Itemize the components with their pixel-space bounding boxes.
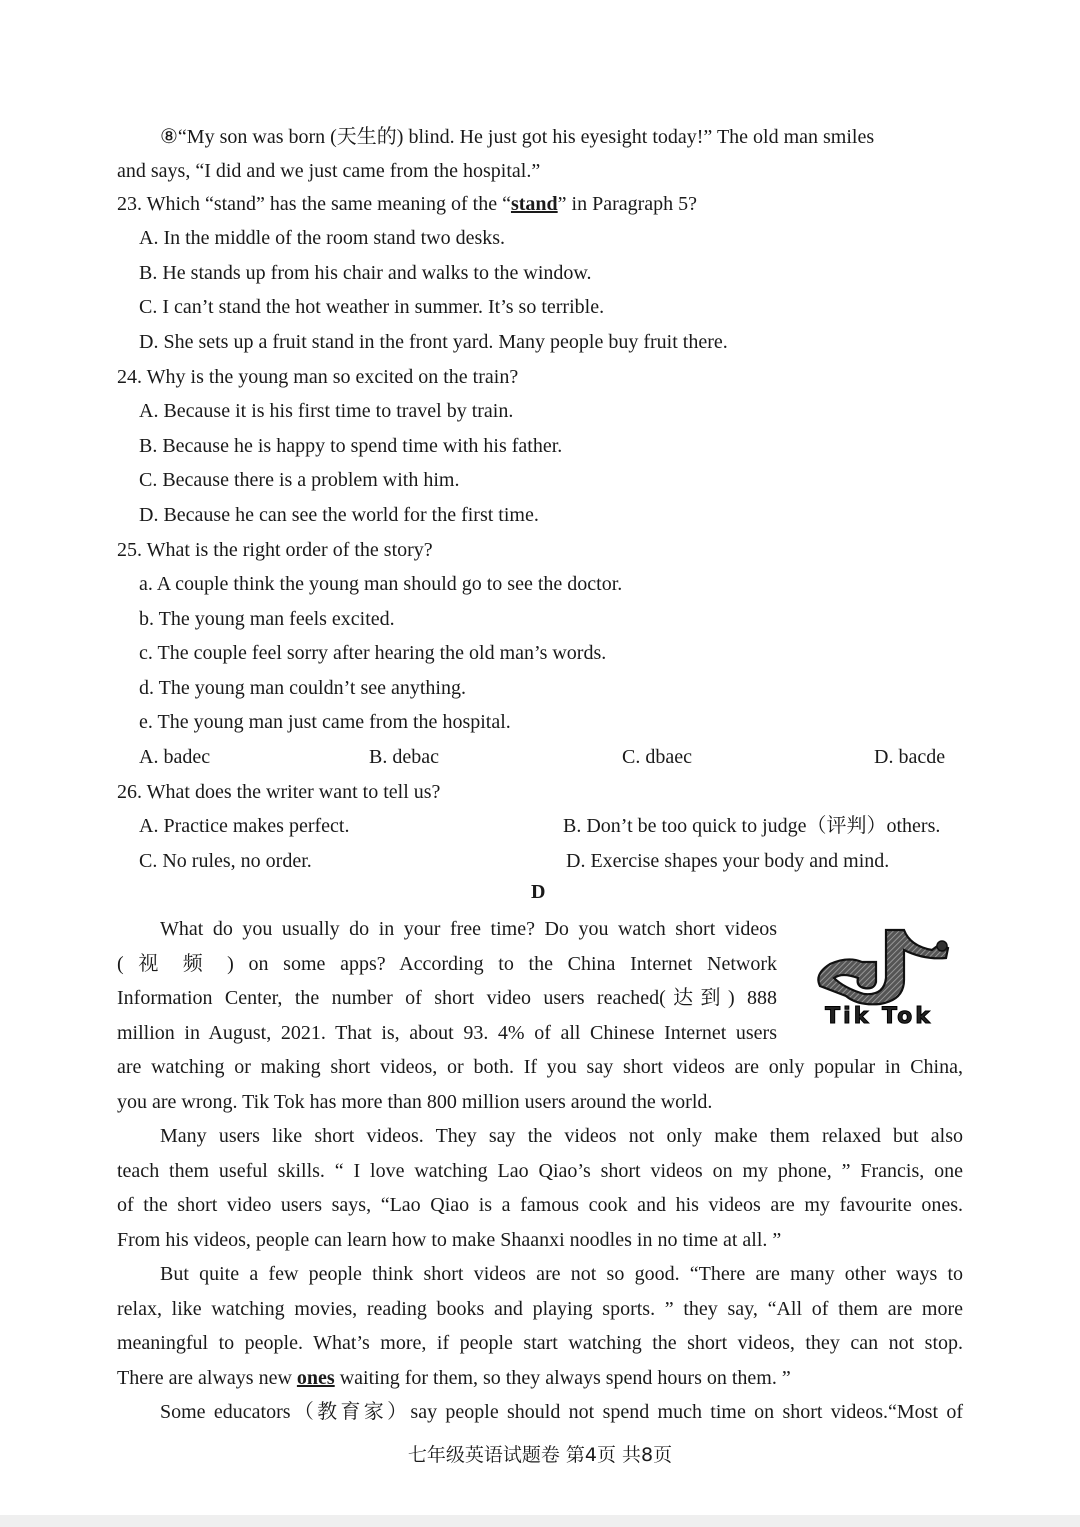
q23-stem-word: stand [510, 193, 558, 215]
passage-p1-line5: are watching or making short videos, or both. If you say short videos are only popular in China, [117, 1056, 963, 1078]
passage-p1-line2: ( 视 频 ) on some apps? According to the China Internet Network [117, 953, 777, 975]
q26-stem: 26. What does the writer want to tell us? [117, 781, 441, 803]
para8-line1: ⑧“My son was born (天生的) blind. He just got his eyesight today!” The old man smiles [160, 126, 875, 148]
passage-p2-line4: From his videos, people can learn how to make Shaanxi noodles in no time at all. ” [117, 1229, 782, 1251]
q23-stem-post: ” in Paragraph 5? [557, 193, 698, 215]
q26-option-d: D. Exercise shapes your body and mind. [566, 850, 890, 872]
q25-option-c: C. dbaec [622, 746, 692, 768]
bottom-edge [0, 1515, 1080, 1527]
q24-option-d: D. Because he can see the world for the first time. [139, 504, 539, 526]
passage-p2-line1: Many users like short videos. They say the videos not only make them relaxed but also [160, 1125, 963, 1147]
q24-stem: 24. Why is the young man so excited on the train? [117, 366, 519, 388]
passage-p3-line4 [117, 1365, 791, 1391]
passage-p1-line6: you are wrong. Tik Tok has more than 800 million users around the world. [117, 1091, 713, 1113]
q24-option-c: C. Because there is a problem with him. [139, 469, 460, 491]
q23-option-c: C. I can’t stand the hot weather in summer. It’s so terrible. [139, 296, 605, 318]
passage-p3-line4-post: waiting for them, so they always spend hours on them. ” [334, 1367, 791, 1389]
q23-stem-pre: 23. Which “stand” has the same meaning of the “ [117, 193, 511, 215]
q25-event-d: d. The young man couldn’t see anything. [139, 677, 466, 699]
q23-stem [117, 191, 697, 217]
q23-option-b: B. He stands up from his chair and walks to the window. [139, 262, 592, 284]
q25-option-d: D. bacde [874, 746, 946, 768]
q26-option-b: B. Don’t be too quick to judge（评判）others. [563, 815, 941, 837]
passage-p2-line3: of the short video users says, “Lao Qiao is a famous cook and his videos are my favourite ones. [117, 1194, 963, 1216]
passage-p1-line3: Information Center, the number of short video users reached(达到) 888 [117, 987, 777, 1009]
tiktok-logo-text: Tik Tok [825, 1004, 933, 1029]
q25-option-a: A. badec [139, 746, 211, 768]
page-footer: 七年级英语试题卷 第4页 共8页 [407, 1444, 673, 1466]
passage-p1-line1: What do you usually do in your free time? Do you watch short videos [160, 918, 777, 940]
passage-p2-line2: teach them useful skills. “ I love watching Lao Qiao’s short videos on my phone, ” Francis, one [117, 1160, 963, 1182]
tiktok-logo [800, 922, 958, 1032]
q24-option-b: B. Because he is happy to spend time with his father. [139, 435, 563, 457]
q26-option-a: A. Practice makes perfect. [139, 815, 350, 837]
q26-option-c: C. No rules, no order. [139, 850, 312, 872]
passage-p3-line3: meaningful to people. What’s more, if people start watching the short videos, they can not stop. [117, 1332, 963, 1354]
passage-p3-line4-pre: There are always new [117, 1367, 297, 1389]
passage-p4-line1: Some educators（教育家）say people should not spend much time on short videos.“Most of [160, 1401, 963, 1423]
q23-option-a: A. In the middle of the room stand two desks. [139, 227, 506, 249]
q25-event-c: c. The couple feel sorry after hearing the old man’s words. [139, 642, 607, 664]
q25-event-e: e. The young man just came from the hospital. [139, 711, 511, 733]
section-heading-d: D [531, 881, 546, 903]
passage-p3-underlined-word: ones [296, 1367, 335, 1389]
para8-line2: and says, “I did and we just came from the hospital.” [117, 160, 541, 182]
q25-option-b: B. debac [369, 746, 439, 768]
q23-option-d: D. She sets up a fruit stand in the front yard. Many people buy fruit there. [139, 331, 728, 353]
q25-stem: 25. What is the right order of the story? [117, 539, 433, 561]
passage-p3-line2: relax, like watching movies, reading books and playing sports. ” they say, “All of them are more [117, 1298, 963, 1320]
passage-p3-line1: But quite a few people think short videos are not so good. “There are many other ways to [160, 1263, 963, 1285]
q25-event-b: b. The young man feels excited. [139, 608, 395, 630]
passage-p1-line4: million in August, 2021. That is, about 93. 4% of all Chinese Internet users [117, 1022, 777, 1044]
q24-option-a: A. Because it is his first time to travel by train. [139, 400, 514, 422]
q25-event-a: a. A couple think the young man should go to see the doctor. [139, 573, 623, 595]
